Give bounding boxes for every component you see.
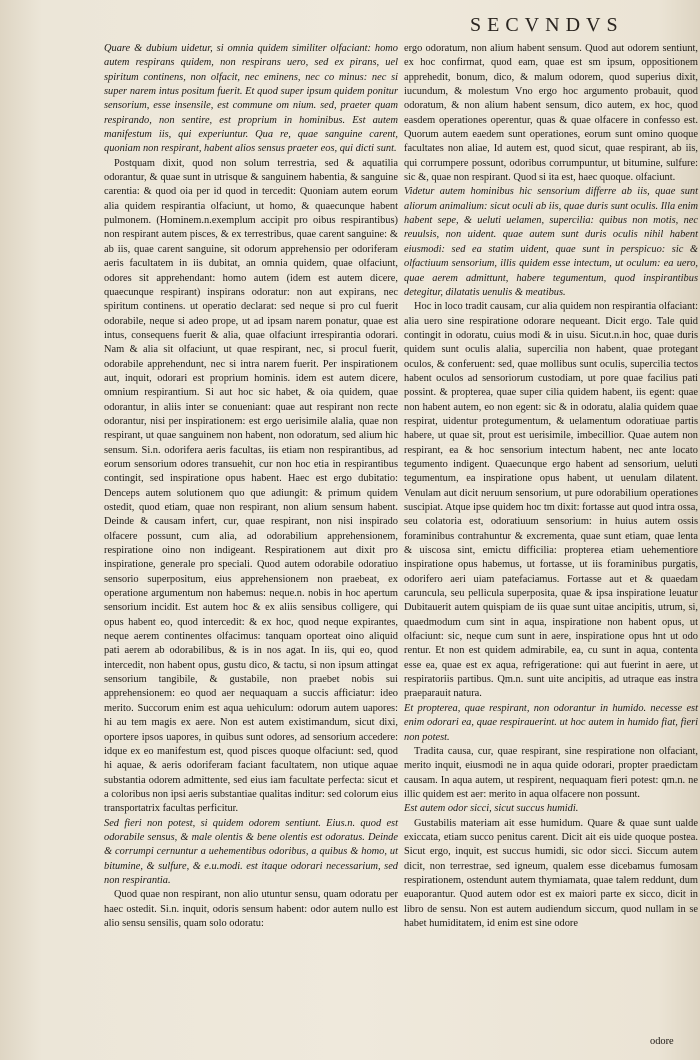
text-block: Tradita causa, cur, quae respirant, sine respiratione non olfaciant, merito inquit, eiusmodi ne in aqua quide odorari, propter praedictam causam. In aqua autem, ut respirent, nequaquam fieri potest: qm.n. ne illic quidem est aer: merito in aqua olfacere non possunt. <box>404 745 698 800</box>
text-block: Quare & dubium uidetur, si omnia quidem similiter olfaciant: homo autem respirans quidem, non respirans uero, sed ex pirans, uel spiritum continens, non olfacit, nec eminens, nec co minus: nec si super narem intus positum fuerit. Et quod super ipsum quidem ponitur sensorium, esse insensile, est commune om nium. sed, praeter quam respirando, non sentire, est proprium in hominibus. Est autem manifestum iis, qui experiuntur. Qua re, quae sanguine carent, quoniam non respirant, habent alios sensus praeter eos, qui dicti sunt. <box>104 43 398 155</box>
text-block: Quod quae non respirant, non alio utuntur sensu, quam odoratu per haec ostedit. Si.n. inquit, odoris sensum habent: odor autem nullo est alio sensu sensilis, quam solo odoratu: <box>104 889 398 929</box>
text-block: Sed fieri non potest, si quidem odorem sentiunt. Eius.n. quod est odorabile sensus, & male olentis & bene olentis est odoratus. Deinde & corrumpi cernuntur a uehementibus odoribus, a quibus & homo, ut bitumine, & sulfure, & e.u.modi. est itaque odorari necessarium, sed non respirantia. <box>104 817 398 886</box>
text-block: Hoc in loco tradit causam, cur alia quidem non respirantia olfaciant: alia uero sine respiratione odorare nequeant. Dicit ergo. Tale quid contingit in odoratu, cuius modi & in uisu. Sicut.n.in hoc, quae duris quidem sunt oculis alalia, supercilia non habent, quae protegant oculos, & conferuent: sed, quae mollibus sunt oculis, supercilia tectos habent oculos ad sensoriorum custodiam, ut pore quae facilius pati possint. & propterea, quae super cilia quidem habent, iis egent: quae non habent autem, eo non egent: sic & in odoratu, alalia quidem quae respirat, uidentur protegumentum, & uelamentum odoratiuae partis habere, ut quae sit, prout est uerisimile, imbecillior. Quae autem non respirant, ea & hoc sensorium intectum habent, nec ante locato tegumento indigent. Quaecunque ergo habent ad sensorium, ueluti tegumentum, ea inspiratione opus habent, ut uenulam dilatent. Venulam aut dicit neruum sensorium, ut pure odorabilium operationes suscipiat. Atque ipse quidem hoc tm dixit: fortasse aut quod intra ossa, seu colatoria est, odoratiuum sensorium: in huius autem ossis foraminibus contrahuntur & excrementa, quae sunt etiam, quae lenta & uiscosa sint, emictu difficilia: propterea etiam uehementiore inspiratione opus habemus, ut fortasse, ut iis foraminibus purgatis, odorifero aeri uiam patefaciamus. Fortasse aut et & quaedam caruncula, seu pellicula superposita, quae & ipsa inspiratione leuatur Dubitauerit autem quispiam de iis quae sunt uitae ancipitis, utrum, si, quaedmodum cum sint in aqua, inspiratione non habent opus, ut olfaciunt: sic, neque cum sunt in aere, inspiratione opus hnt ut odo rentur. Et non est quidem admirabile, ea, cu sunt in aqua, contenta esse ea, quae est ex aqua, refrigeratione: qui aut fuerint in aere, ut respiratoriis partibus. Qm.n. sunt uite ancipitis, ad utraque eas instra praeparauit natura. <box>404 301 698 700</box>
left-column <box>104 42 398 931</box>
running-head: SECVNDVS <box>470 14 624 36</box>
text-block: Est autem odor sicci, sicut succus humidi. <box>404 803 579 815</box>
text-block: Et propterea, quae respirant, non odorantur in humido. necesse est enim odorari ea, quae respirauerint. ut hoc autem in humido fiat, fieri non potest. <box>404 702 698 743</box>
catchword: odore <box>650 1036 674 1047</box>
text-block: ergo odoratum, non alium habent sensum. Quod aut odorem sentiunt, ex hoc confirmat, quod eam, quae est sm ipsum, oppositionem apprehedit, bonum, dico, & malum odorem, quod superius dixit, iucundum, & molestum Vno ergo hoc argumento probauit, quod odoratum, & non alium habent sensum, dico autem, ex hoc, quod easdem operationes operentur, quas & quae olfacere in confesso est. Quorum autem eaedem sunt operationes, eorum sunt omino quoque facultates non aliae, Id autem est, quod sicut, quae respirant, ab iis, qui corrumpere possunt, odoribus corrumpuntur, ut bitumine, sulfure: sic &, quae non respirant. Quod si ita est, haec quoque. olfaciunt. <box>404 43 698 184</box>
text-block: Gustabilis materiam ait esse humidum. Quare & quae sunt ualde exiccata, etiam succo penitus carent. Dicit ait eis uide quoque postea. Sicut ergo, inquit, est succus humidi, sic odor sicci. Siccum autem dicit, non terrestrae, sed igneum, qualem esse dicebamus fumosam respirationem, ostendunt autem thymiamata, quae talem reddunt, dum euaporantur. Quod autem odor est ex maiori parte ex sicco, dicit in libro de sensu. Non est autem audiendum siccum, quod nullam in se habet humiditatem, id enim est sine odore <box>404 817 698 929</box>
text-block: Postquam dixit, quod non solum terrestria, sed & aquatilia odorantur, & quae sunt in utrisque & sanguinem habentia, & sanguine carentia: & quod oia per id quod in tercedit: Quoniam autem eorum alia quidem respirantia olfaciunt, ut homo, & quaecunque habent pulmonem. (Hominem.n.exemplum accipit pro oibus respirantibus) non respirant autem pisces, & ex terrestribus, quae carent sanguine: & ab iis, quae carent sanguine, sit odorum apprehensio per odoriferam aeris facultatem in iis dubitat, an omnia quidem, quae olfaciunt, odores sit apprehendant: homo autem (idem est autem dicere, quaecunque respirant) inspirans odoratur: non aut expirans, nec spiritum continens. ut operatio declarat: sed neque si pro cul fuerit odorabile, neque si adeo prope, ut ad ipsam narem ponatur, quae est intus, consequens fuerit & alia, quae olfaciunt irrespirantia odorari. Nam & alia sit olfaciunt, ut quae respirant, nec, si procul fuerit, odorabile apprehendunt, nec si intra narem fuerit. Per inspirationem aut, inquit, odorari est proprium hominis. idem est autem dicere, omnium respirantium. Si aut hoc sic habet, & oia quidem, quae odorantur, in aliis inter se conueniant: quae aut respirant non recte odorantur, nisi per inspirationem: est ergo uerisimile alalia, quae non respirant, ut quae sanguinem non habent, non odoratum, sed alium hic sensum. Si.n. odorifera aeris facultas, iis etiam non respirantibus, ad eorum sensorium odores transuehit, cur non hoc etia in respirantibus contingit, sed inspiratione opus habent. Haec est ergo dubitatio: Denceps autem solutionem quo que adiungit: & primum quidem ostedit, quod etiam, quae non respirant, non alium sensum habent. Deinde & causam infert, cur, quae respirant, non nisi inspirado olfacere possunt, cum alia, ad odorabilium apprehensionem, respiratione oino non indigeant. Respirationem aut dixit pro inspiratione, generale pro speciali. Quod autem odorabile odoratiuo sensorio superpositum, eius apprehensionem non praebeat, ex operatione argumentum non habemus: neque.n. nobis in hoc apertum sensorium incidit. Est autem hoc & ex aliis sensibus colligere, qui opus habent eo, quod intercedit: & ex hoc, quod neque expirantes, neque aerem continentes olfacimus: tanquam oporteat oino aliquid pati aerem ab odorabilibus, & is in nos agat. In iis, qui eo, quod intercedit, non habent opus, gustu dico, & tactu, si non ipsum attingat sensorium tangibile, & gustabile, non praebet nobis sui apprehensionem: eo quod aer nequaquam a succis afficiatur: ideo merito. Succorum enim est aqua uehiculum: odorum autem uapores: hi au tem magis ex aere. Non est autem existimandum, sicut dixi, oportere ipsos uapores, in quibus sunt odores, ad sensorium accedere: idque ex eo manifestum est, quod pisces quoque olfaciunt: sed, quod hi aquae, & aeris odoriferam faciant facultatem, non utique aquae substantia odorem admittente, sed eius iam facultate perfecta: sicut et a coloribus non ipsi aeris substantiae qualitas inditur: sed colorum eius transportatrix facultas perficitur. <box>104 157 398 815</box>
right-column <box>404 42 698 931</box>
text-block: Videtur autem hominibus hic sensorium differre ab iis, quae sunt aliorum animalium: sicut oculi ab iis, quae duris sunt oculis. Illa enim habent sepe, & ueluti uelamen, supercilia: quibus non motis, nec reuulsis, non uident. quae autem sunt duris oculis nihil habent eiusmodi: sed ea statim uident, quae sunt in perspicuo: sic & olfactiuum sensorium, illis quidem esse intectum, ut oculum: ea uero, quae aerem admittunt, habere tegumentum, quod inspirantibus detegitur, dilatatis uenulis & meatibus. <box>404 186 698 298</box>
